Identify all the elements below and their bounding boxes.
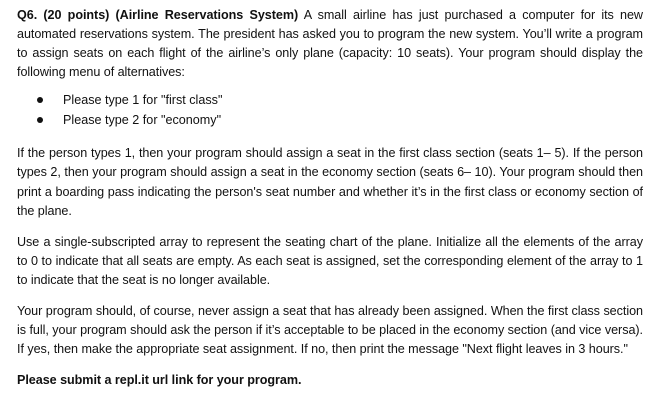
question-points: (20 points) [43, 8, 110, 22]
bullet-icon [37, 97, 43, 103]
menu-item-text: Please type 2 for "economy" [63, 112, 222, 127]
submission-instruction: Please submit a repl.it url link for your program. [17, 373, 302, 388]
list-item [17, 91, 643, 111]
list-item [17, 111, 643, 131]
menu-item-text: Please type 1 for "first class" [63, 93, 223, 108]
question-intro-paragraph [17, 6, 643, 82]
bullet-icon [37, 117, 43, 123]
full-section-paragraph: Your program should, of course, never assign a seat that has already been assigned. When the first class section is full, your program should ask the person if it’s acceptable to be placed in the economy section (and vice versa). If yes, then make the appropriate seat assignment. If no, then print the message "Next flight leaves in 3 hours." [17, 304, 643, 357]
question-number: Q6. [17, 8, 38, 22]
seat-assignment-paragraph: If the person types 1, then your program should assign a seat in the first class section (seats 1– 5). If the person types 2, then your program should assign a seat in the economy section (seats 6– 10). Your program should then print a boarding pass indicating the person's seat number and whether it’s in the first class or economy section of the plane. [17, 146, 643, 218]
question-title: (Airline Reservations System) [115, 8, 299, 22]
array-paragraph: Use a single-subscripted array to represent the seating chart of the plane. Initialize all the elements of the array to 0 to indicate that all seats are empty. As each seat is assigned, set the corresponding element of the array to 1 to indicate that the seat is no longer available. [17, 234, 643, 287]
menu-list [17, 91, 643, 130]
question-intro-text: A small airline has just purchased a computer for its new automated reservations system. The president has asked you to program the new system. You’ll write a program to assign seats on each flight of the airline’s only plane (capacity: 10 seats). Your program should display the following menu of alternatives: [17, 8, 643, 80]
